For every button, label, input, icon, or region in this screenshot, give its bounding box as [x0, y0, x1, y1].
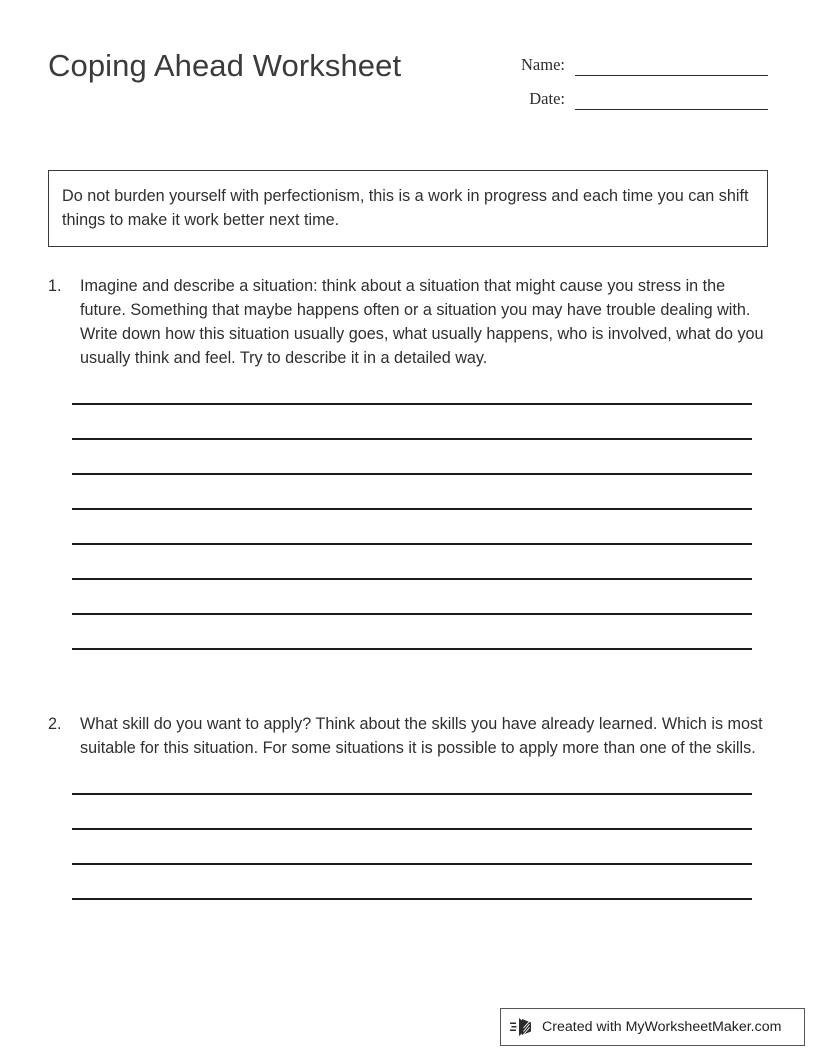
answer-line[interactable] — [72, 613, 752, 615]
answer-line[interactable] — [72, 648, 752, 650]
answer-line[interactable] — [72, 863, 752, 865]
answer-line[interactable] — [72, 508, 752, 510]
date-label: Date: — [529, 89, 565, 108]
name-label: Name: — [521, 55, 565, 74]
created-with-badge[interactable] — [500, 1008, 805, 1046]
question-2-number: 2. — [48, 715, 62, 733]
date-input-line[interactable] — [575, 109, 768, 110]
name-input-line[interactable] — [575, 75, 768, 76]
instruction-box — [48, 170, 768, 247]
answer-line[interactable] — [72, 578, 752, 580]
answer-line[interactable] — [72, 403, 752, 405]
page-title: Coping Ahead Worksheet — [48, 48, 402, 83]
instruction-text: Do not burden yourself with perfectionism, this is a work in progress and each time you can shift things to make it work better next time. — [62, 187, 749, 229]
answer-line[interactable] — [72, 898, 752, 900]
created-with-label: Created with MyWorksheetMaker.com — [542, 1019, 782, 1035]
name-field-row — [508, 44, 768, 78]
answer-line[interactable] — [72, 828, 752, 830]
answer-line[interactable] — [72, 543, 752, 545]
question-1-heading — [48, 274, 768, 370]
answer-line[interactable] — [72, 438, 752, 440]
question-1-text: Imagine and describe a situation: think about a situation that might cause you stress in the future. Something that maybe happens often or a situation you may have trouble dealing with. Write down how this situation usually goes, what usually happens, who is involved, what do you usually think and feel. Try to describe it in a detailed way. — [80, 277, 764, 367]
answer-line[interactable] — [72, 473, 752, 475]
question-1 — [48, 274, 768, 650]
question-1-number: 1. — [48, 277, 62, 295]
question-2-text: What skill do you want to apply? Think about the skills you have already learned. Which is most suitable for this situation. For some situations it is possible to apply more than one of the skills. — [80, 715, 763, 757]
question-2 — [48, 712, 768, 900]
answer-line[interactable] — [72, 793, 752, 795]
date-field-row — [508, 78, 768, 112]
worksheet-maker-logo-icon — [510, 1015, 536, 1039]
worksheet-header — [48, 44, 768, 124]
question-2-answer-area[interactable] — [72, 793, 752, 900]
question-2-heading — [48, 712, 768, 760]
question-1-answer-area[interactable] — [72, 403, 752, 650]
name-date-fields — [508, 44, 768, 112]
